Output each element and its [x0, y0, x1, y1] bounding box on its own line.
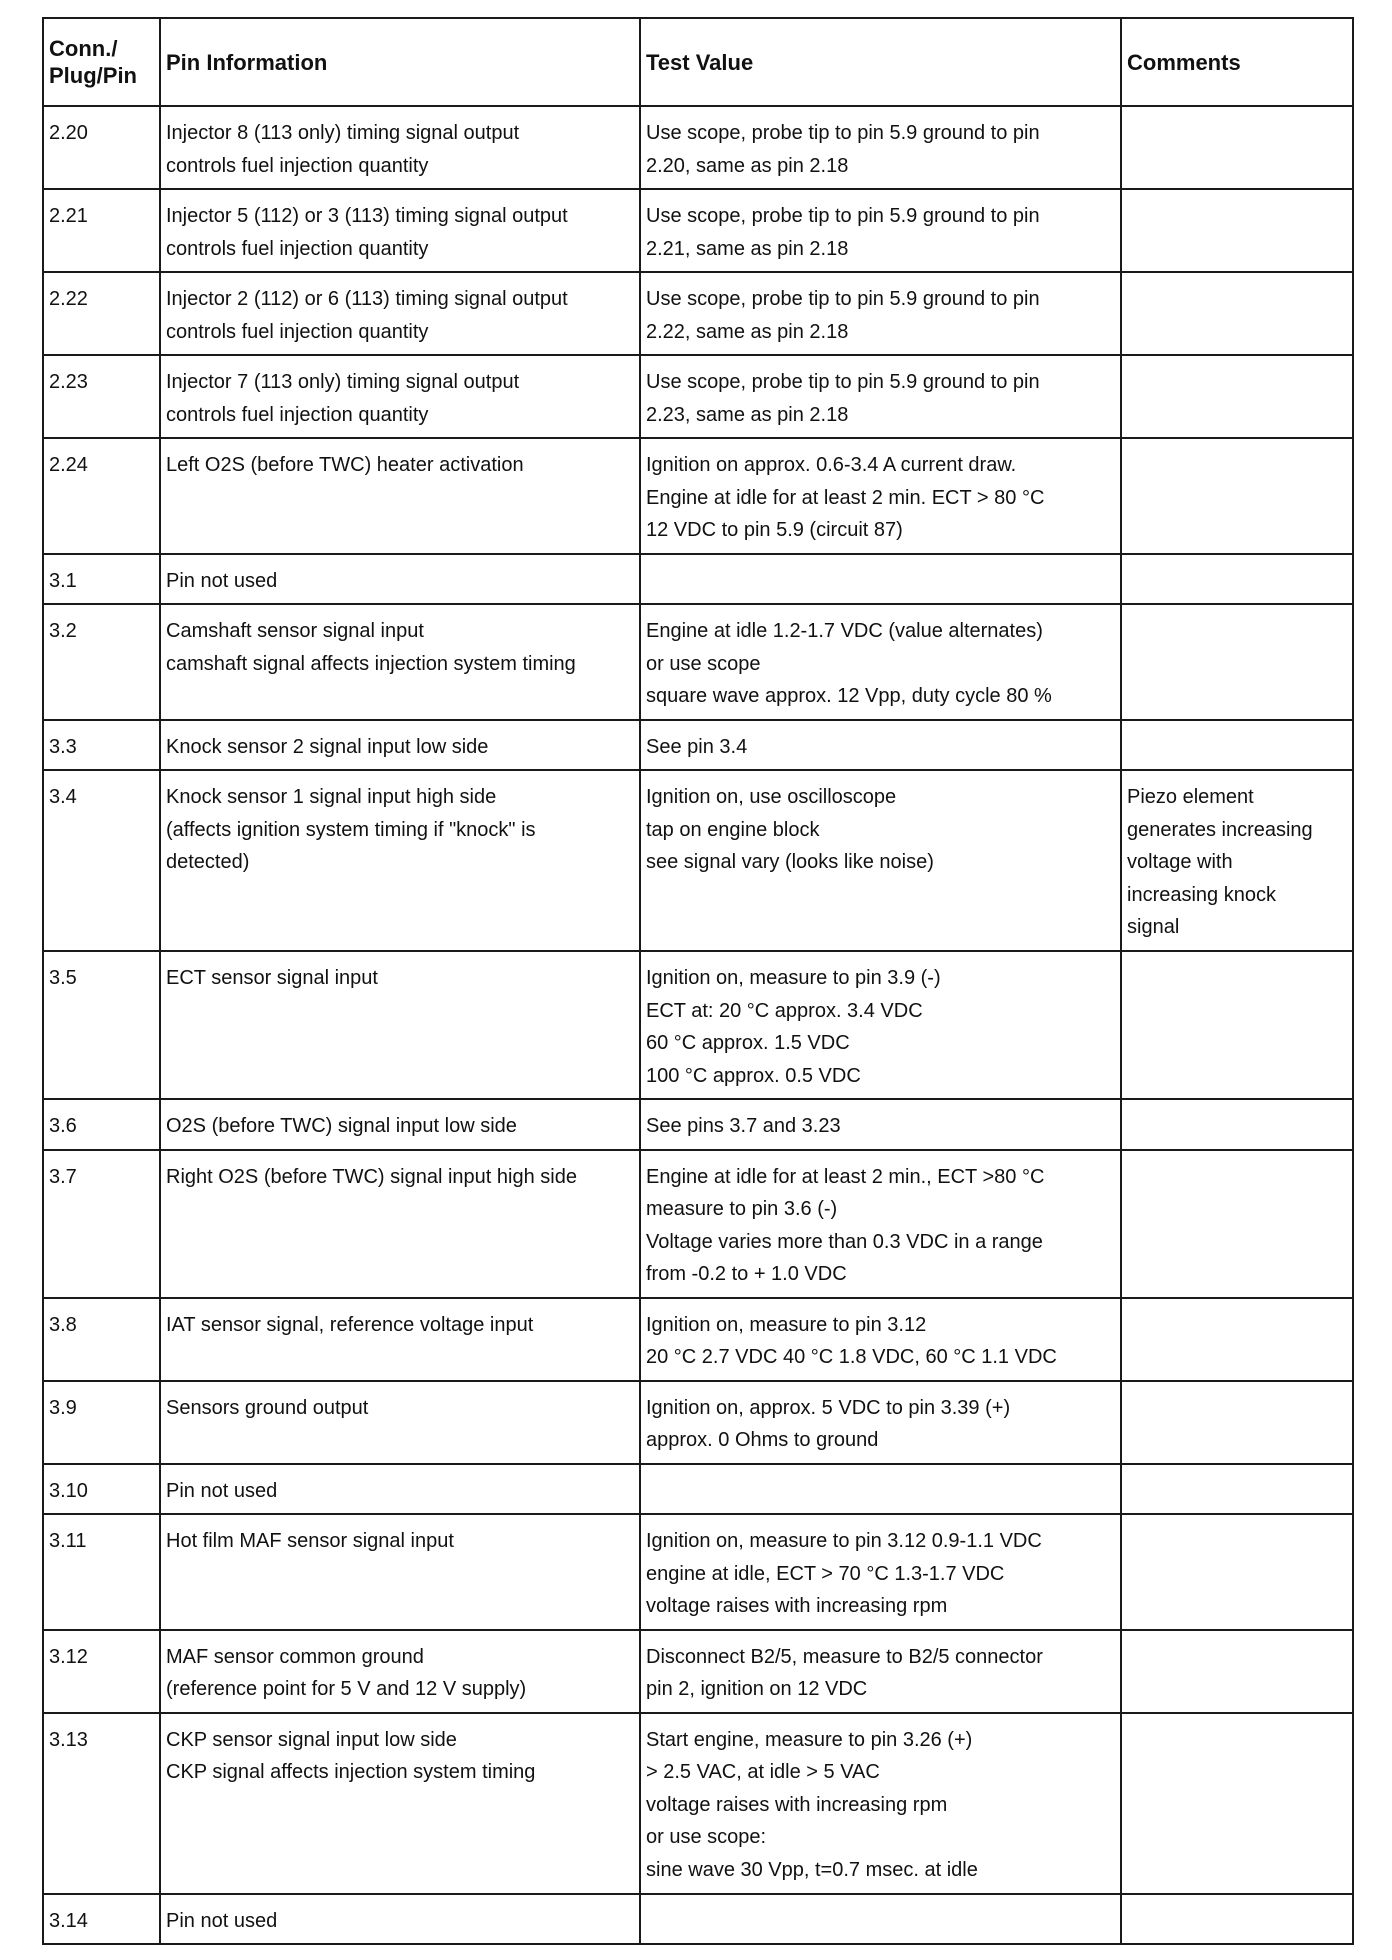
pin-cell [43, 770, 160, 951]
header-pin-information: Pin Information [160, 18, 640, 106]
test-value-cell-text: Ignition on, measure to pin 3.9 (-) ECT at: 20 °C approx. 3.4 VDC 60 °C approx. 1.5 VDC 100 °C approx. 0.5 VDC [646, 967, 941, 1087]
pin-cell-text: 2.24 [49, 454, 88, 476]
table-row [43, 1298, 1353, 1381]
pin-cell-text: 3.4 [49, 786, 77, 808]
table-row [43, 1630, 1353, 1713]
pin-cell [43, 1464, 160, 1515]
test-value-cell-text: Engine at idle for at least 2 min., ECT >80 °C measure to pin 3.6 (-) Voltage varies more than 0.3 VDC in a range from -0.2 to + 1.0 VDC [646, 1165, 1045, 1285]
pin-info-cell-text: Injector 7 (113 only) timing signal output controls fuel injection quantity [166, 371, 520, 426]
pin-cell-text: 3.5 [49, 967, 77, 989]
test-value-cell [640, 1150, 1121, 1298]
pin-info-cell-text: Injector 8 (113 only) timing signal output controls fuel injection quantity [166, 122, 520, 177]
test-value-cell [640, 1298, 1121, 1381]
comments-cell [1121, 355, 1353, 438]
pin-info-cell-text: Injector 5 (112) or 3 (113) timing signal output controls fuel injection quantity [166, 205, 568, 260]
comments-cell [1121, 438, 1353, 554]
pin-cell [43, 355, 160, 438]
comments-cell [1121, 951, 1353, 1099]
pin-info-cell-text: Knock sensor 1 signal input high side (affects ignition system timing if "knock" is detected) [166, 786, 536, 873]
pin-info-cell-text: Camshaft sensor signal input camshaft signal affects injection system timing [166, 620, 576, 675]
pin-cell-text: 3.10 [49, 1479, 88, 1502]
test-value-cell-text: Ignition on approx. 0.6-3.4 A current draw. Engine at idle for at least 2 min. ECT > 80 °C 12 VDC to pin 5.9 (circuit 87) [646, 454, 1045, 541]
pin-info-cell-text: Right O2S (before TWC) signal input high side [166, 1165, 577, 1188]
pin-cell-text: 3.9 [49, 1396, 77, 1419]
pin-info-cell [160, 1894, 640, 1945]
test-value-cell [640, 1514, 1121, 1630]
comments-cell [1121, 1713, 1353, 1894]
pin-info-cell-text: IAT sensor signal, reference voltage input [166, 1313, 534, 1336]
pin-cell [43, 1713, 160, 1894]
table-row [43, 1713, 1353, 1894]
pin-cell-text: 3.7 [49, 1165, 77, 1188]
comments-cell [1121, 189, 1353, 272]
pin-info-cell [160, 554, 640, 605]
pin-cell-text: 3.13 [49, 1728, 88, 1751]
test-value-cell [640, 1713, 1121, 1894]
test-value-cell [640, 1099, 1121, 1150]
pin-cell-text: 3.11 [49, 1530, 87, 1552]
table-row [43, 1381, 1353, 1464]
comments-cell [1121, 1150, 1353, 1298]
test-value-cell [640, 106, 1121, 189]
pin-info-cell-text: O2S (before TWC) signal input low side [166, 1115, 517, 1137]
test-value-cell [640, 272, 1121, 355]
table-row [43, 438, 1353, 554]
pin-cell-text: 3.12 [49, 1645, 88, 1668]
pin-info-cell [160, 106, 640, 189]
table-row [43, 720, 1353, 771]
pin-cell [43, 604, 160, 720]
pin-info-cell-text: Knock sensor 2 signal input low side [166, 735, 489, 758]
comments-cell [1121, 272, 1353, 355]
comments-cell [1121, 1381, 1353, 1464]
header-comments: Comments [1121, 18, 1353, 106]
test-value-cell-text: Use scope, probe tip to pin 5.9 ground to pin 2.23, same as pin 2.18 [646, 371, 1040, 426]
test-value-cell [640, 951, 1121, 1099]
pin-cell-text: 3.8 [49, 1313, 77, 1336]
comments-cell [1121, 1630, 1353, 1713]
pin-info-cell [160, 1630, 640, 1713]
pin-cell [43, 106, 160, 189]
table-body [43, 106, 1353, 1944]
test-value-cell-text: Ignition on, measure to pin 3.12 20 °C 2.7 VDC 40 °C 1.8 VDC, 60 °C 1.1 VDC [646, 1313, 1057, 1368]
pin-cell-text: 2.23 [49, 371, 88, 393]
pin-table [42, 17, 1354, 1945]
pin-info-cell [160, 189, 640, 272]
table-row [43, 272, 1353, 355]
comments-cell [1121, 1464, 1353, 1515]
table-row [43, 604, 1353, 720]
table-row [43, 951, 1353, 1099]
test-value-cell-text: Ignition on, measure to pin 3.12 0.9-1.1 VDC engine at idle, ECT > 70 °C 1.3-1.7 VDC voltage raises with increasing rpm [646, 1530, 1042, 1617]
pin-cell [43, 438, 160, 554]
pin-info-cell [160, 770, 640, 951]
comments-cell [1121, 1298, 1353, 1381]
pin-cell-text: 3.6 [49, 1115, 77, 1137]
table-row [43, 1894, 1353, 1945]
comments-cell [1121, 770, 1353, 951]
pin-info-cell-text: Hot film MAF sensor signal input [166, 1530, 454, 1552]
pin-cell [43, 272, 160, 355]
table-header [43, 18, 1353, 106]
table-row [43, 1464, 1353, 1515]
pin-info-cell [160, 1514, 640, 1630]
pin-info-cell [160, 1298, 640, 1381]
test-value-cell [640, 1464, 1121, 1515]
pin-cell-text: 2.22 [49, 288, 88, 310]
table-row [43, 770, 1353, 951]
pin-info-cell [160, 1713, 640, 1894]
pin-info-cell-text: Pin not used [166, 1479, 278, 1502]
pin-info-cell [160, 272, 640, 355]
pin-info-cell-text: Pin not used [166, 1909, 278, 1932]
comments-cell [1121, 1099, 1353, 1150]
test-value-cell-text: Disconnect B2/5, measure to B2/5 connector pin 2, ignition on 12 VDC [646, 1645, 1043, 1700]
pin-info-cell [160, 1381, 640, 1464]
header-test-value: Test Value [640, 18, 1121, 106]
pin-cell-text: 2.21 [49, 205, 88, 227]
table-row [43, 106, 1353, 189]
pin-cell [43, 189, 160, 272]
pin-cell [43, 951, 160, 1099]
pin-info-cell-text: Injector 2 (112) or 6 (113) timing signal output controls fuel injection quantity [166, 288, 568, 343]
test-value-cell [640, 770, 1121, 951]
test-value-cell-text: Ignition on, approx. 5 VDC to pin 3.39 (+) approx. 0 Ohms to ground [646, 1396, 1011, 1451]
pin-info-cell [160, 1099, 640, 1150]
pin-info-cell-text: Pin not used [166, 569, 278, 592]
pin-cell [43, 1150, 160, 1298]
test-value-cell-text: Engine at idle 1.2-1.7 VDC (value alternates) or use scope square wave approx. 12 Vpp, duty cycle 80 % [646, 620, 1052, 707]
pin-cell-text: 3.1 [49, 569, 77, 592]
test-value-cell-text: Use scope, probe tip to pin 5.9 ground to pin 2.21, same as pin 2.18 [646, 205, 1040, 260]
test-value-cell [640, 1630, 1121, 1713]
table-row [43, 554, 1353, 605]
pin-info-cell [160, 438, 640, 554]
test-value-cell [640, 355, 1121, 438]
pin-info-cell [160, 720, 640, 771]
test-value-cell [640, 554, 1121, 605]
test-value-cell-text: See pins 3.7 and 3.23 [646, 1115, 841, 1137]
pin-info-cell [160, 1464, 640, 1515]
test-value-cell-text: Use scope, probe tip to pin 5.9 ground to pin 2.22, same as pin 2.18 [646, 288, 1040, 343]
pin-cell-text: 3.2 [49, 620, 77, 642]
pin-info-cell-text: ECT sensor signal input [166, 967, 378, 989]
test-value-cell [640, 1894, 1121, 1945]
header-row [43, 18, 1353, 106]
pin-info-cell-text: CKP sensor signal input low side CKP signal affects injection system timing [166, 1728, 536, 1783]
test-value-cell [640, 1381, 1121, 1464]
pin-cell [43, 1514, 160, 1630]
test-value-cell [640, 189, 1121, 272]
comments-cell [1121, 1514, 1353, 1630]
comments-cell [1121, 720, 1353, 771]
pin-cell-text: 3.3 [49, 735, 77, 758]
pin-info-cell [160, 604, 640, 720]
pin-cell-text: 3.14 [49, 1909, 88, 1932]
pin-info-cell-text: Left O2S (before TWC) heater activation [166, 454, 524, 476]
pin-cell [43, 1298, 160, 1381]
pin-cell-text: 2.20 [49, 122, 88, 144]
header-conn-plug-pin: Conn./ Plug/Pin [43, 18, 160, 106]
pin-cell [43, 554, 160, 605]
pin-cell [43, 720, 160, 771]
comments-cell [1121, 604, 1353, 720]
pin-info-cell [160, 355, 640, 438]
pin-info-cell [160, 1150, 640, 1298]
pin-cell [43, 1381, 160, 1464]
test-value-cell-text: Ignition on, use oscilloscope tap on engine block see signal vary (looks like noise) [646, 786, 934, 873]
table-row [43, 1150, 1353, 1298]
comments-cell [1121, 106, 1353, 189]
pin-cell [43, 1894, 160, 1945]
comments-cell-text: Piezo element generates increasing voltage with increasing knock signal [1127, 786, 1313, 938]
pin-cell [43, 1630, 160, 1713]
pin-cell [43, 1099, 160, 1150]
test-value-cell-text: Start engine, measure to pin 3.26 (+) > 2.5 VAC, at idle > 5 VAC voltage raises with increasing rpm or use scope: sine wave 30 Vpp, t=0.7 msec. at idle [646, 1728, 978, 1881]
test-value-cell [640, 720, 1121, 771]
test-value-cell [640, 438, 1121, 554]
pin-info-cell-text: Sensors ground output [166, 1396, 369, 1419]
test-value-cell-text: Use scope, probe tip to pin 5.9 ground to pin 2.20, same as pin 2.18 [646, 122, 1040, 177]
table-row [43, 355, 1353, 438]
test-value-cell [640, 604, 1121, 720]
table-row [43, 1514, 1353, 1630]
table-row [43, 189, 1353, 272]
test-value-cell-text: See pin 3.4 [646, 735, 748, 758]
table-row [43, 1099, 1353, 1150]
comments-cell [1121, 1894, 1353, 1945]
pin-info-cell-text: MAF sensor common ground (reference point for 5 V and 12 V supply) [166, 1645, 527, 1700]
pin-info-cell [160, 951, 640, 1099]
comments-cell [1121, 554, 1353, 605]
